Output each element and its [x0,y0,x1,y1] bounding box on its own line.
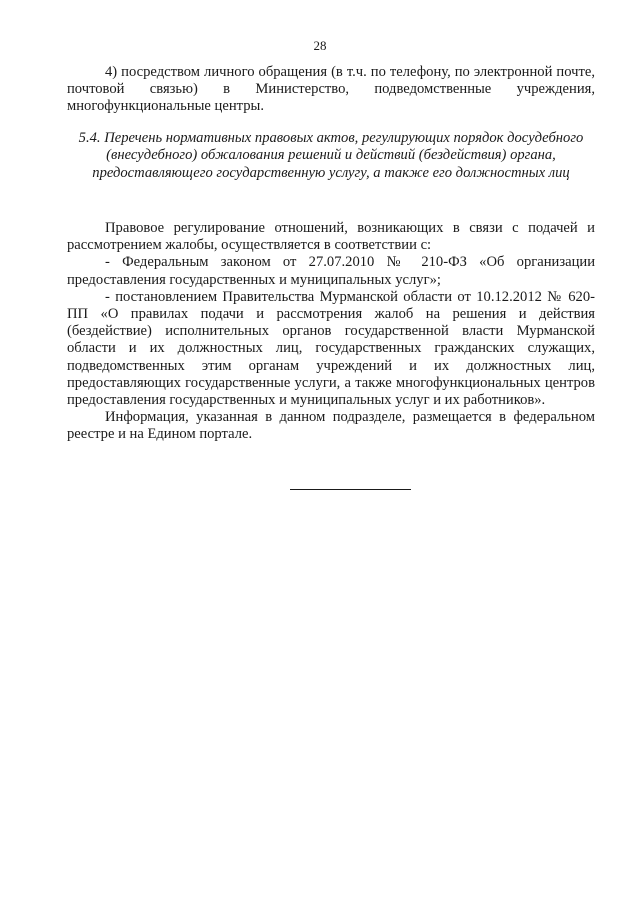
intro-block [67,64,595,116]
paragraph-information: Информация, указанная в данном подразделе, размещается в федеральном реестре и на Едином портале. [67,409,595,443]
end-divider [290,489,411,490]
paragraph-resolution: - постановлением Правительства Мурманской области от 10.12.2012 № 620-ПП «О правилах подачи и рассмотрения жалоб на решения и действия (бездействие) исполнительных органов государственной власти Мурманской области и их должностных лиц, государственных гражданских служащих, подведомственных этим органам учреждений и их должностных лиц, предоставляющих государственные услуги, а также многофункциональных центров предоставления государственных и муниципальных услуг и их работников». [67,288,595,409]
list-item-4: 4) посредством личного обращения (в т.ч. по телефону, по электронной почте, почтовой связью) в Министерство, подведомственные учреждения, многофункциональные центры. [67,64,595,115]
paragraph-federal-law: - Федеральным законом от 27.07.2010 № 210-ФЗ «Об организации предоставления государственных и муниципальных услуг»; [67,254,595,288]
section-heading: 5.4. Перечень нормативных правовых актов, регулирующих порядок досудебного (внесудебного) обжалования решений и действий (бездействия) органа, предоставляющего государственную услугу, а также его должностных лиц [78,130,584,181]
paragraph-regulation: Правовое регулирование отношений, возникающих в связи с подачей и рассмотрением жалобы, осуществляется в соответствии с: [67,220,595,254]
section-body [67,220,595,444]
page-number: 28 [313,38,327,53]
